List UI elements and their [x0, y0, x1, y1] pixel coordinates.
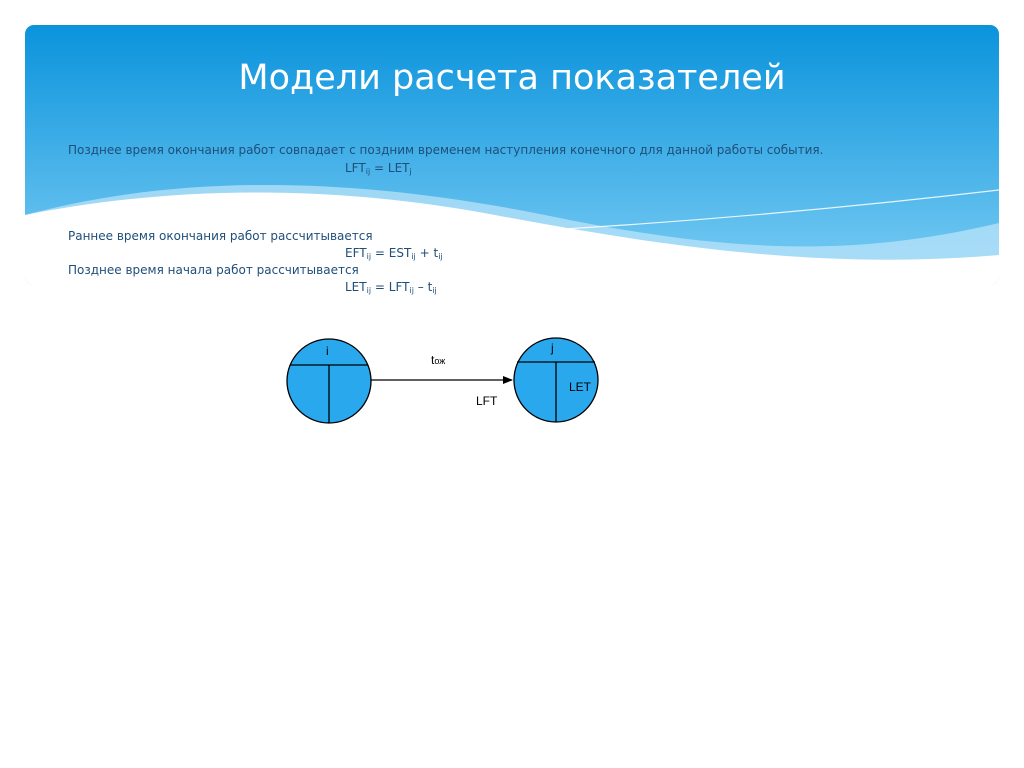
formula-operator: =	[374, 246, 385, 260]
node-i-label: i	[326, 344, 329, 358]
formula-subscript: ij	[409, 286, 414, 295]
slide-title: Модели расчета показателей	[238, 58, 786, 98]
event-node-j	[514, 338, 598, 422]
late-start-rule-text: Позднее время начала работ рассчитывается	[68, 263, 359, 277]
formula-subscript: ij	[432, 286, 437, 295]
early-finish-rule-text: Раннее время окончания работ рассчитывается	[68, 229, 373, 243]
late-finish-rule-text: Позднее время окончания работ совпадает с поздним временем наступления конечного для данной работы события.	[68, 143, 824, 157]
formula-operator: +	[419, 246, 430, 260]
arrow-lft-label: LFT	[476, 394, 498, 408]
formula-subscript: ij	[411, 252, 416, 261]
formula-subscript: j	[409, 167, 412, 176]
duration-symbol: t	[431, 353, 435, 367]
formula-operator: –	[417, 280, 424, 294]
late-finish-formula	[345, 161, 412, 176]
event-node-i	[287, 339, 371, 423]
formula-term: t	[427, 280, 433, 294]
activity-duration-label	[431, 353, 445, 367]
node-j-let-label: LET	[569, 380, 592, 394]
formula-operator: =	[374, 280, 385, 294]
formula-term: EST	[388, 246, 412, 260]
formula-term: LFT	[345, 161, 366, 175]
formula-term: LET	[345, 280, 367, 294]
duration-subscript: ож	[434, 356, 446, 366]
late-start-formula	[345, 280, 437, 295]
formula-term: LFT	[388, 280, 410, 294]
formula-subscript: ij	[365, 167, 371, 176]
formula-subscript: ij	[366, 286, 372, 295]
formula-term: EFT	[345, 246, 367, 260]
formula-subscript: ij	[366, 252, 372, 261]
formula-subscript: ij	[438, 252, 443, 261]
network-diagram	[280, 330, 610, 435]
formula-term: t	[433, 246, 439, 260]
node-j-label: j	[551, 341, 554, 355]
formula-term: LET	[387, 161, 410, 175]
formula-operator: =	[374, 161, 385, 175]
early-finish-formula	[345, 246, 443, 261]
